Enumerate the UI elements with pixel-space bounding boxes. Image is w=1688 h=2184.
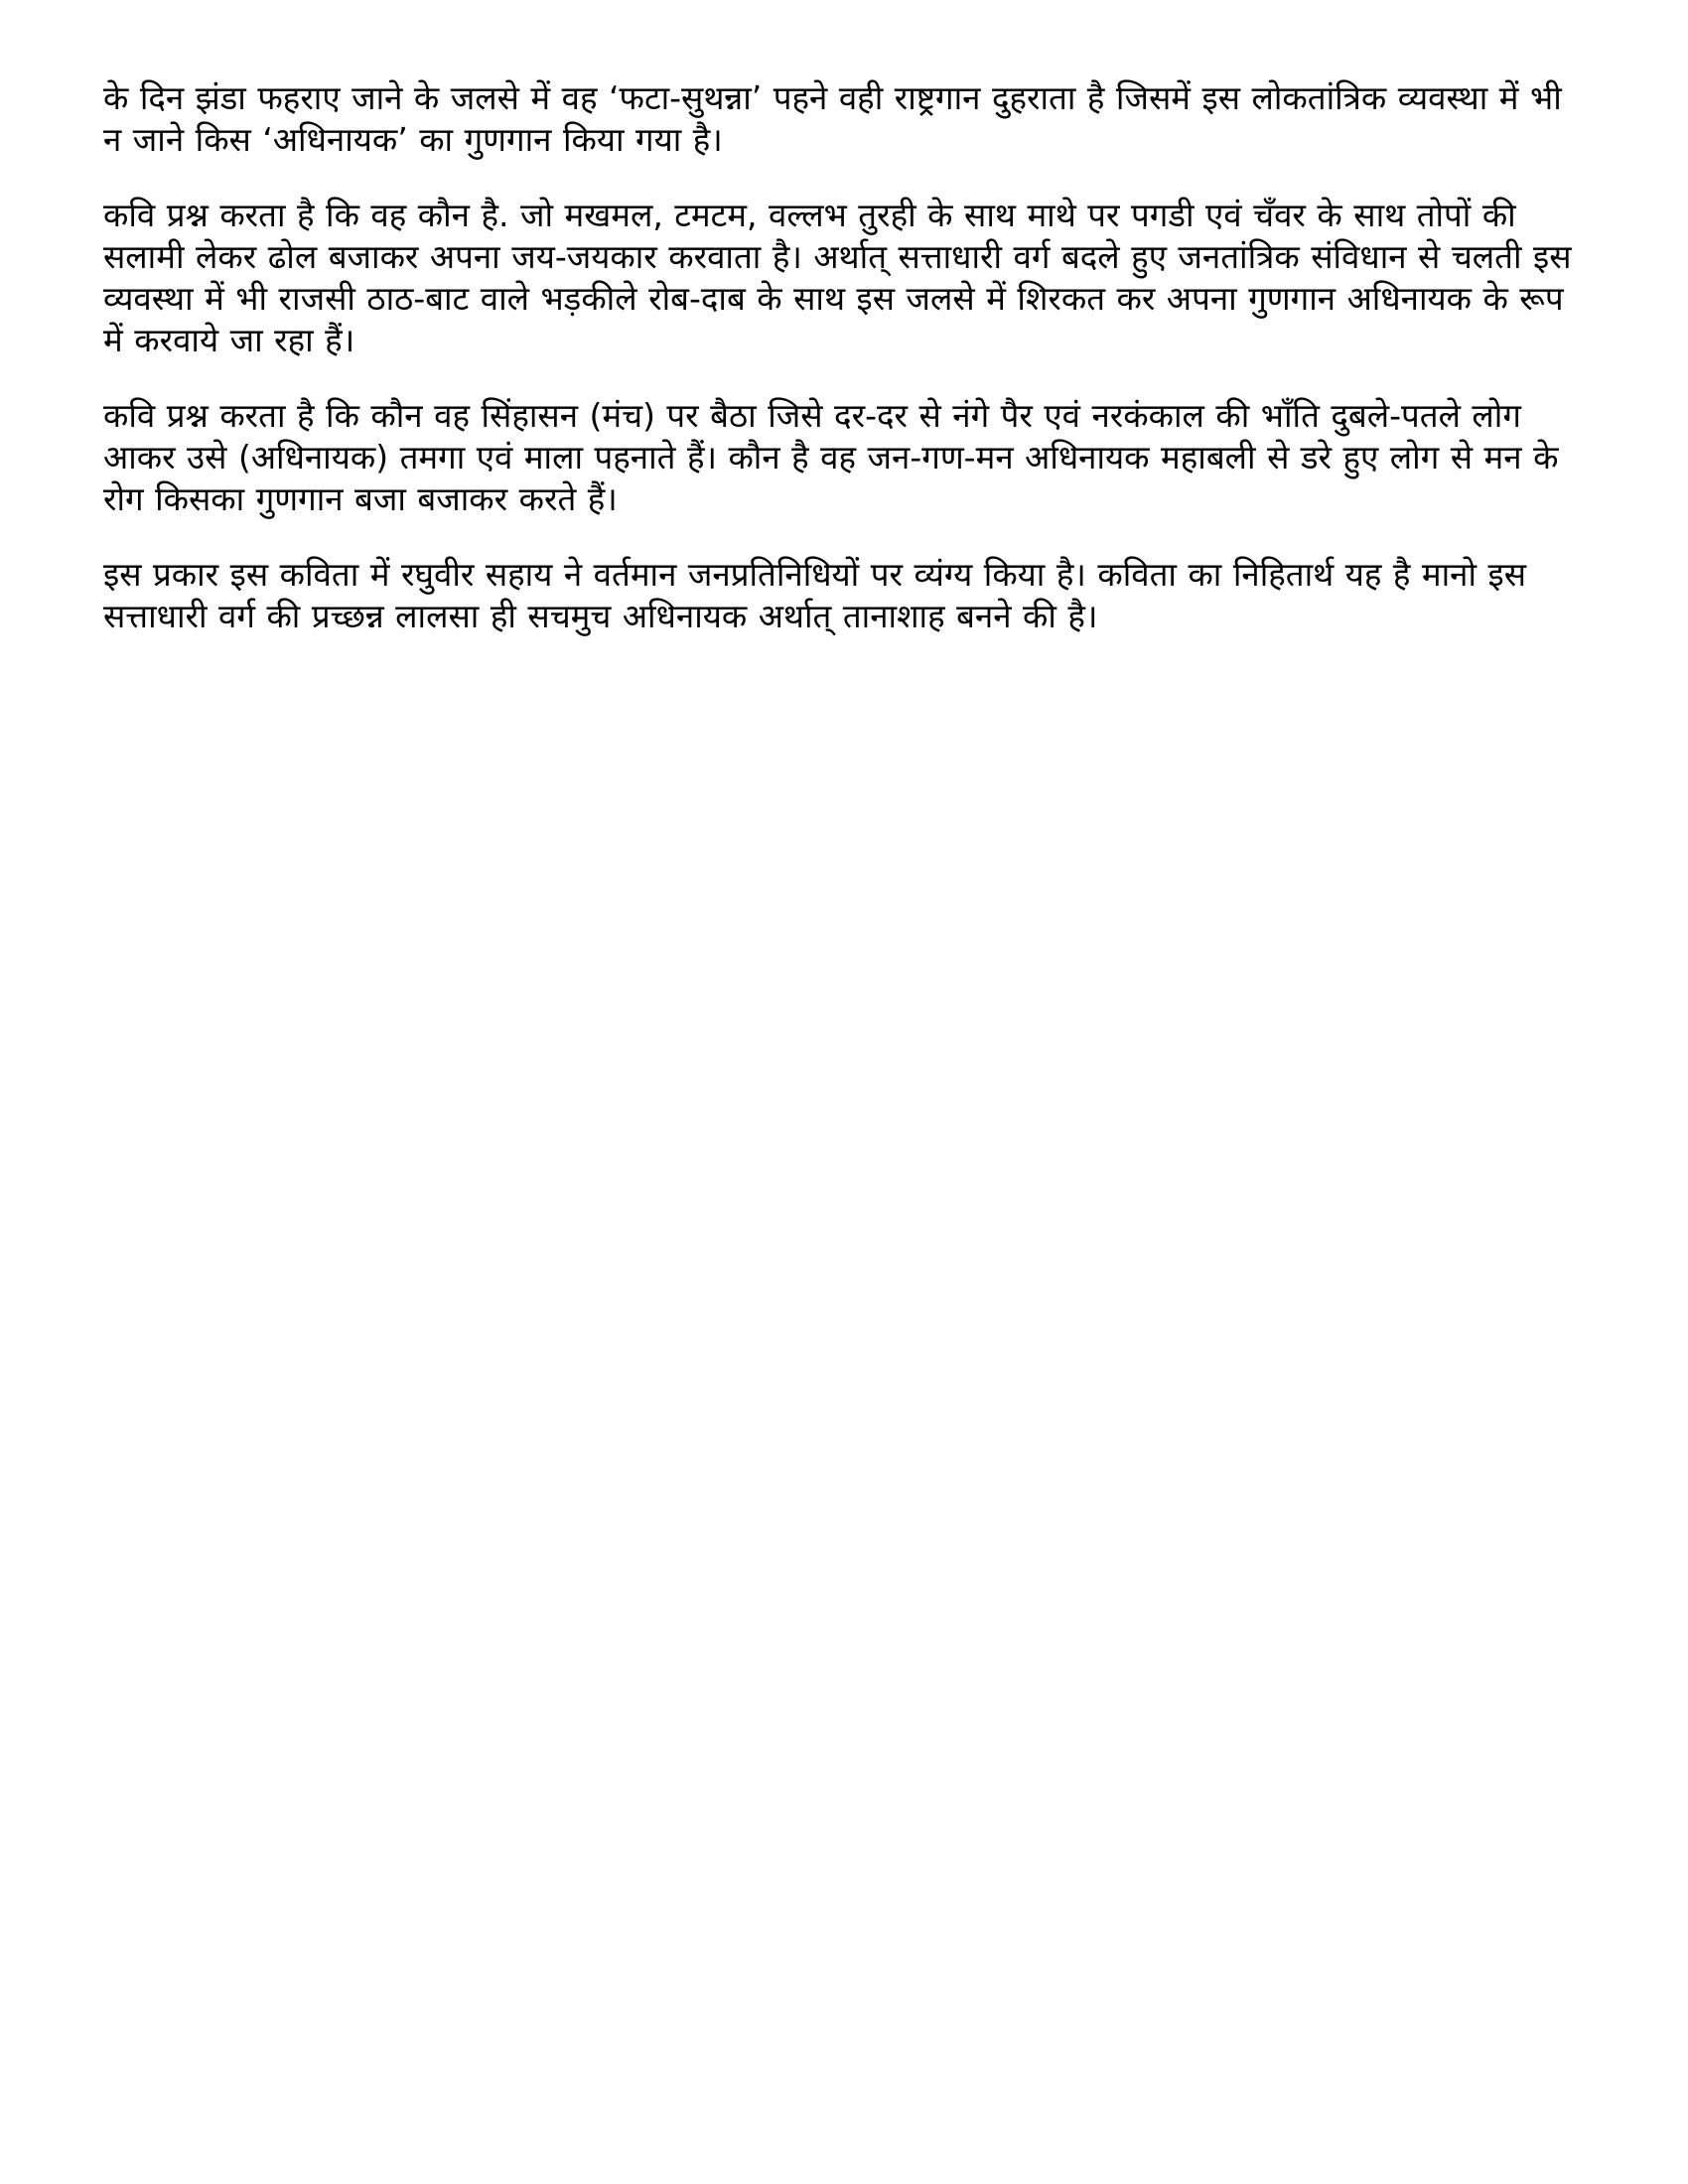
document-page [103,77,1589,671]
paragraph-3: कवि प्रश्न करता है कि कौन वह सिंहासन (मंच) पर बैठा जिसे दर-दर से नंगे पैर एवं नरकंकाल की भाँति दुबले-पतले लोग आकर उसे (अधिनायक) तमगा एवं माला पहनाते हैं। कौन है वह जन-गण-मन अधिनायक महाबली से डरे हुए लोग से मन के रोग किसका गुणगान बजा बजाकर करते हैं। [103,396,1559,518]
paragraph-2: कवि प्रश्न करता है कि वह कौन है. जो मखमल, टमटम, वल्लभ तुरही के साथ माथे पर पगडी एवं चँवर के साथ तोपों की सलामी लेकर ढोल बजाकर अपना जय-जयकार करवाता है। अर्थात् सत्ताधारी वर्ग बदले हुए जनतांत्रिक संविधान से चलती इस व्यवस्था में भी राजसी ठाठ-बाट वाले भड़कीले रोब-दाब के साथ इस जलसे में शिरकत कर अपना गुणगान अधिनायक के रूप में करवाये जा रहा हैं। [103,196,1572,359]
paragraph-1: के दिन झंडा फहराए जाने के जलसे में वह ‘फटा-सुथन्ना’ पहने वही राष्ट्रगान दुहराता है जिसमें इस लोकतांत्रिक व्यवस्था में भी न जाने किस ‘अधिनायक’ का गुणगान किया गया है। [103,78,1562,159]
paragraph-4: इस प्रकार इस कविता में रघुवीर सहाय ने वर्तमान जनप्रतिनिधियों पर व्यंग्य किया है। कविता का निहितार्थ यह है मानो इस सत्ताधारी वर्ग की प्रच्छन्न लालसा ही सचमुच अधिनायक अर्थात् तानाशाह बनने की है। [103,555,1527,635]
